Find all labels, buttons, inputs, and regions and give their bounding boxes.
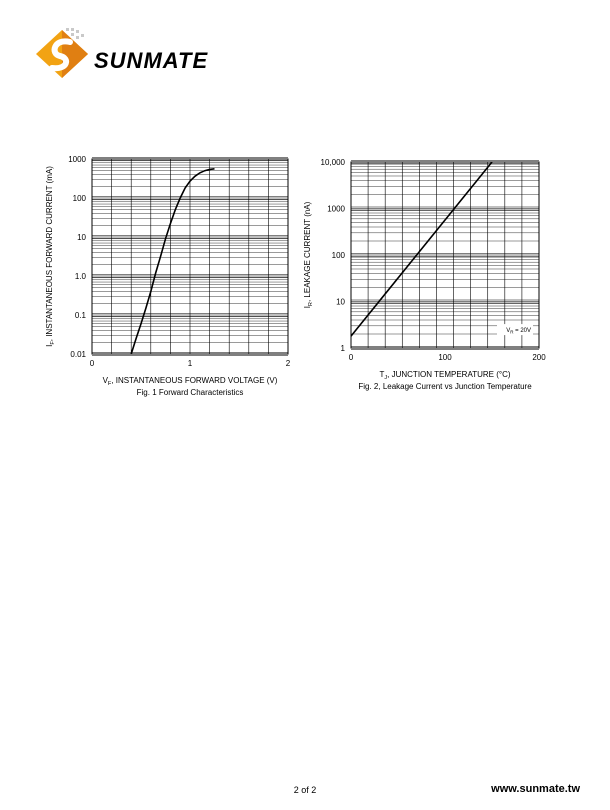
y-axis-label: $I_F$, INSTANTANEOUS FORWARD CURRENT (mA): [45, 166, 56, 347]
x-tick-label: 2: [285, 359, 291, 368]
x-tick-label: 100: [438, 353, 452, 362]
footer-url: www.sunmate.tw: [491, 783, 580, 795]
chart-forward-characteristics: [40, 150, 300, 400]
y-tick-label: 100: [331, 251, 345, 260]
x-tick-label: 1: [187, 359, 193, 368]
logo-mark-icon: [36, 28, 88, 78]
y-axis-label: $I_R$, LEAKAGE CURRENT (nA): [303, 201, 314, 309]
figure-caption: Fig. 2, Leakage Current vs Junction Temperature: [358, 382, 532, 391]
y-tick-label: 10: [77, 233, 86, 242]
x-axis-label: $V_F$, INSTANTANEOUS FORWARD VOLTAGE (V): [102, 376, 278, 387]
brand-wordmark: SUNMATE: [94, 48, 209, 73]
x-axis-label: $T_J$, JUNCTION TEMPERATURE (°C): [379, 370, 511, 381]
y-tick-label: 1.0: [74, 272, 86, 281]
page-number: 2 of 2: [293, 785, 317, 795]
y-tick-label: 10,000: [320, 158, 345, 167]
y-tick-label: 100: [72, 194, 86, 203]
chart-leakage-current: [300, 150, 580, 400]
x-tick-label: 0: [89, 359, 95, 368]
y-tick-label: 1: [340, 344, 345, 353]
y-tick-label: 1000: [68, 155, 86, 164]
annotation-label: $V_R = 20V$: [506, 328, 531, 335]
x-tick-label: 200: [532, 353, 546, 362]
sunmate-logo: [30, 24, 230, 94]
y-tick-label: 10: [336, 297, 345, 307]
y-tick-label: 1000: [327, 204, 345, 214]
y-tick-label: 0.01: [70, 350, 86, 359]
y-tick-label: 0.1: [74, 311, 86, 320]
figure-caption: Fig. 1 Forward Characteristics: [136, 388, 244, 397]
x-tick-label: 0: [348, 353, 354, 362]
